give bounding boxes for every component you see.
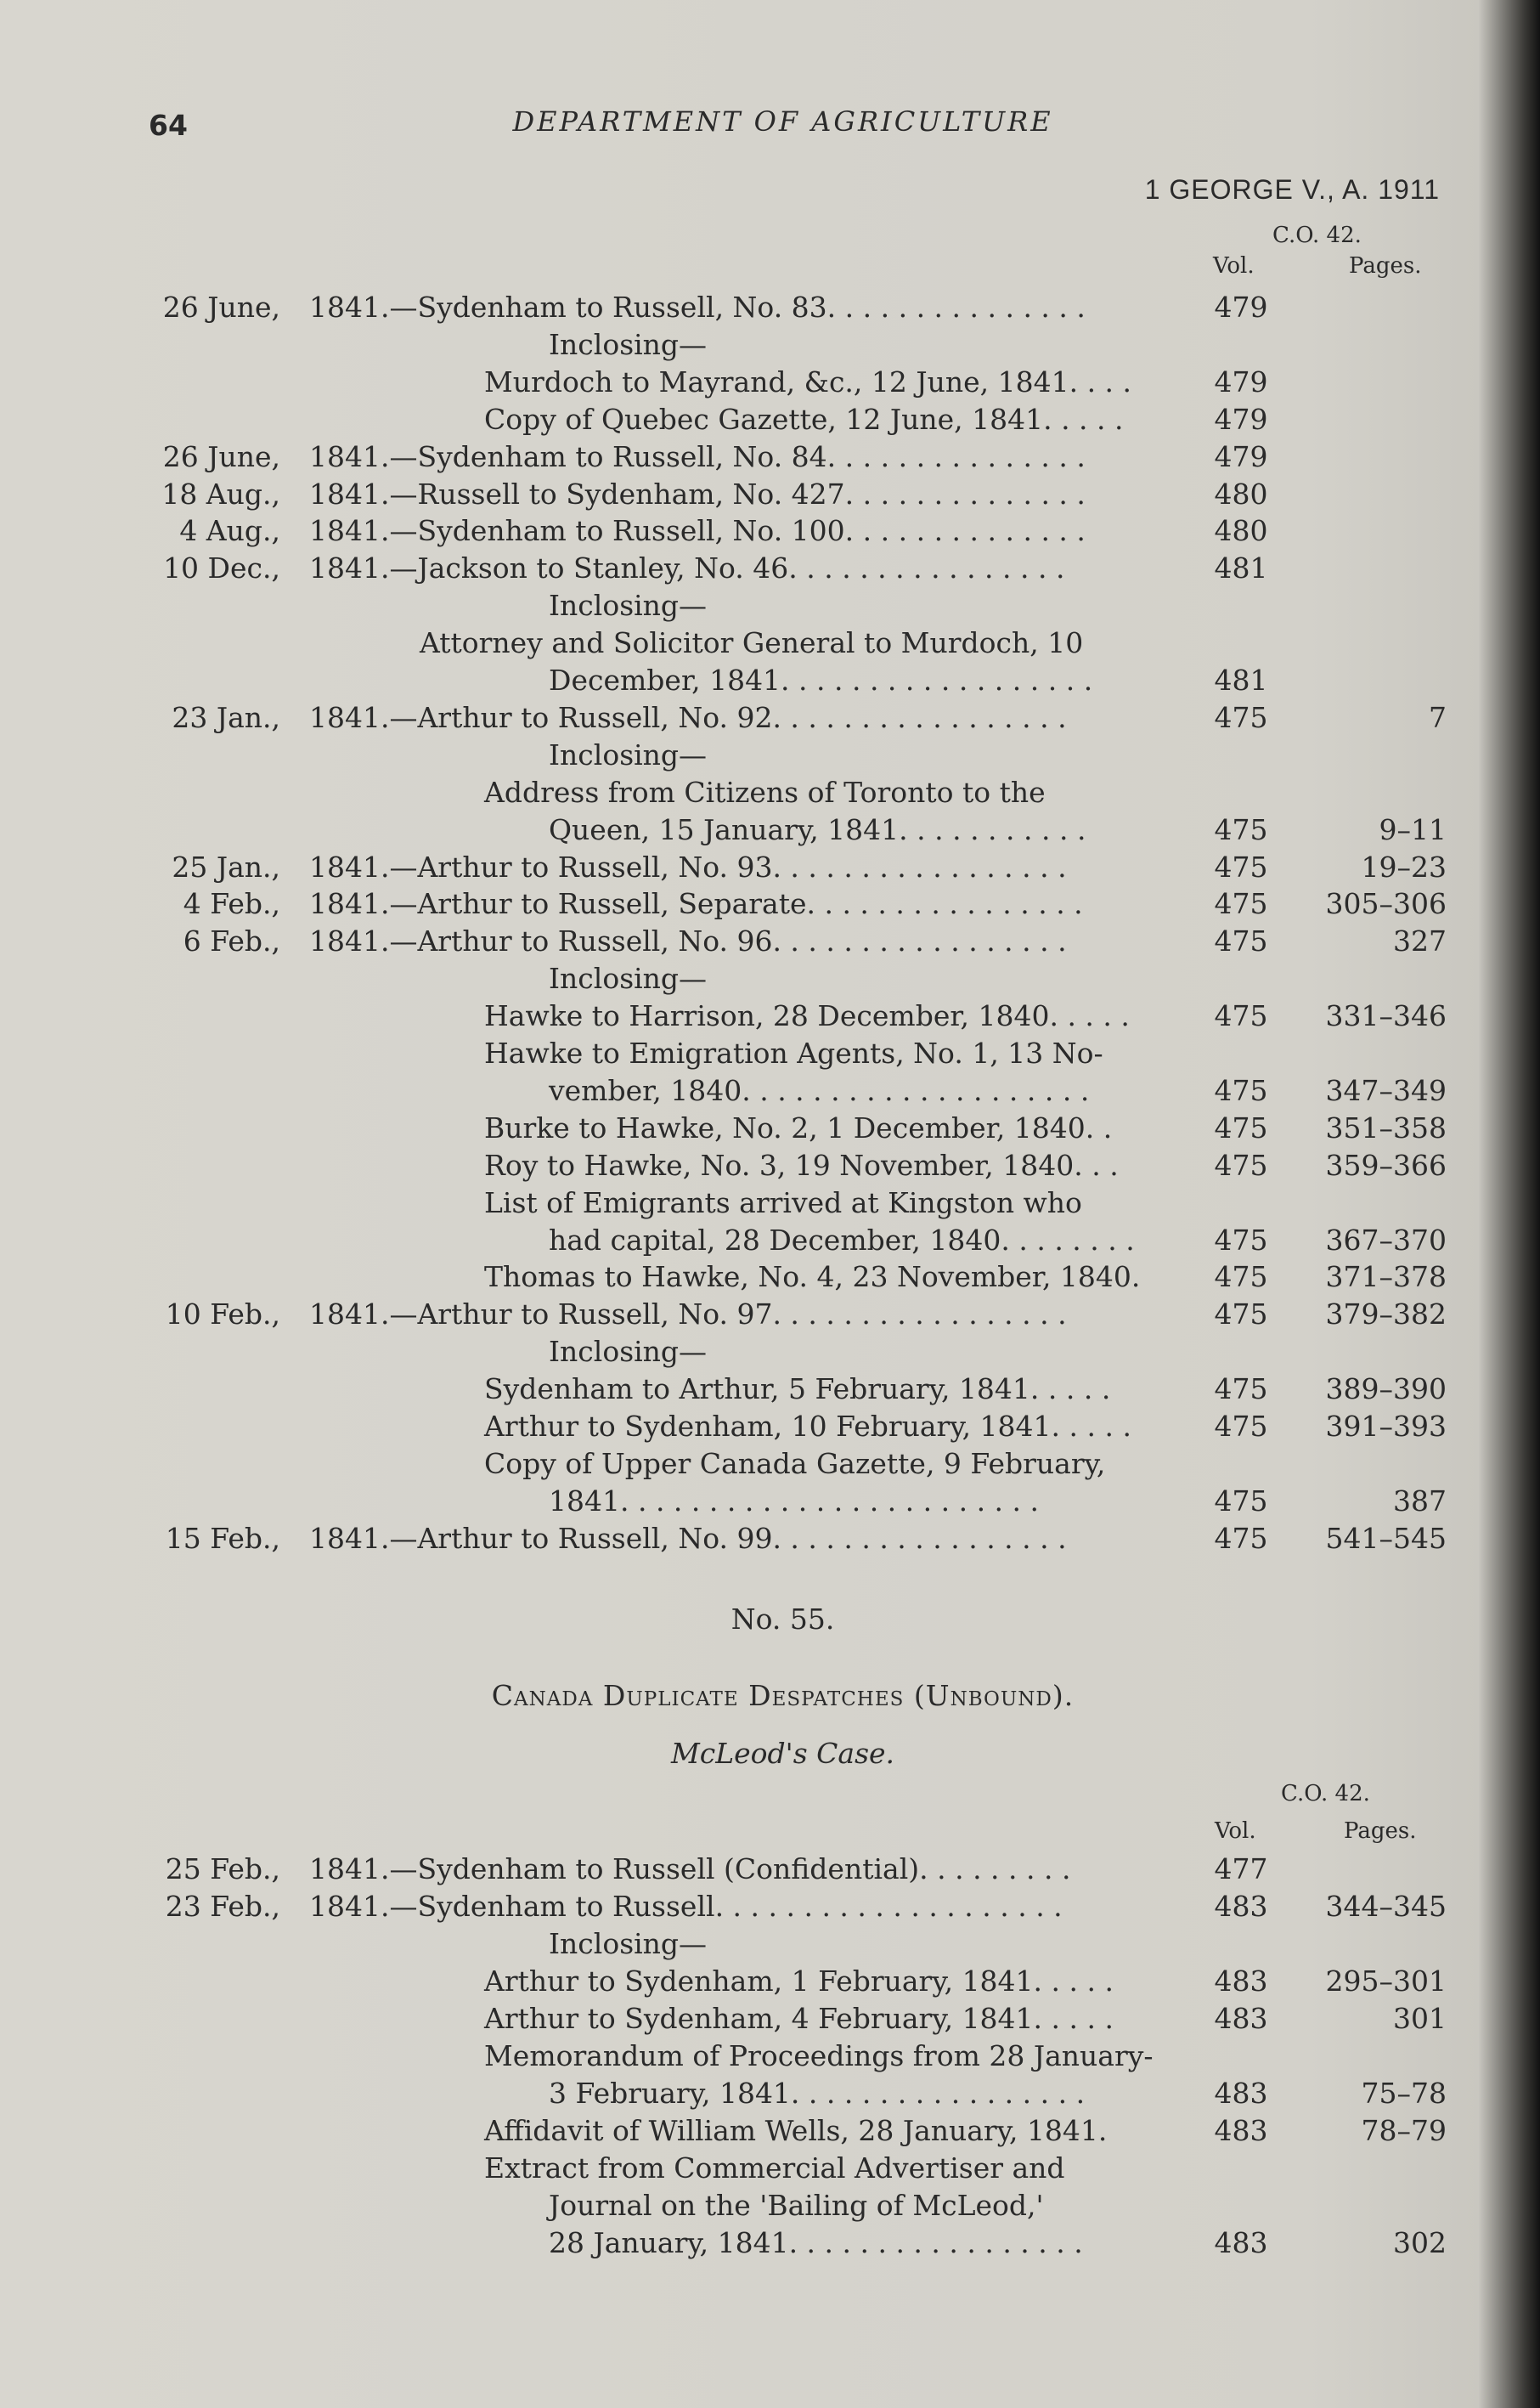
entry-row — [0, 737, 1540, 774]
col-head-pages: Pages. — [1349, 253, 1422, 279]
entry-pages: 379–382 — [1325, 1297, 1447, 1331]
entry-row — [0, 1110, 1540, 1147]
entry-row — [0, 2224, 1540, 2262]
entry-text: Murdoch to Mayrand, &c., 12 June, 1841. . . . — [484, 365, 1132, 399]
entry-text: 1841.—Arthur to Russell, No. 97. . . . . . . . . . . . . . . . . — [309, 1297, 1067, 1331]
entry-text: Copy of Quebec Gazette, 12 June, 1841. . . . . — [484, 402, 1124, 436]
entry-date: 10 Feb., — [165, 1297, 280, 1331]
entry-volume: 475 — [1214, 887, 1268, 921]
running-title: DEPARTMENT OF AGRICULTURE — [512, 105, 1053, 138]
entry-volume: 475 — [1214, 1297, 1268, 1331]
entry-text: Copy of Upper Canada Gazette, 9 February, — [484, 1446, 1106, 1480]
entry-text: Arthur to Sydenham, 4 February, 1841. . . . . — [484, 2002, 1114, 2035]
entry-row — [0, 1333, 1540, 1371]
entry-text: Queen, 15 January, 1841. . . . . . . . . . . — [549, 812, 1086, 846]
entry-pages: 359–366 — [1325, 1148, 1447, 1182]
entry-pages: 7 — [1429, 700, 1447, 734]
entry-volume: 483 — [1214, 1890, 1268, 1923]
entry-pages: 391–393 — [1325, 1410, 1447, 1443]
entry-row — [0, 2038, 1540, 2075]
entry-row — [0, 2187, 1540, 2224]
entry-row — [0, 1445, 1540, 1483]
entry-date: 25 Jan., — [172, 850, 280, 884]
entry-text: Arthur to Sydenham, 1 February, 1841. . . . . — [484, 1964, 1114, 1998]
entry-volume: 483 — [1214, 2002, 1268, 2035]
entry-text: 3 February, 1841. . . . . . . . . . . . . . . . . — [549, 2077, 1086, 2110]
entry-pages: 305–306 — [1325, 887, 1447, 921]
entry-date: 23 Jan., — [172, 700, 280, 734]
entry-date: 26 June, — [162, 439, 280, 473]
entry-pages: 75–78 — [1361, 2077, 1447, 2110]
entry-text: Inclosing— — [549, 962, 708, 996]
entry-date: 4 Aug., — [179, 514, 280, 548]
entry-volume: 483 — [1214, 2226, 1268, 2259]
entry-volume: 483 — [1214, 2114, 1268, 2147]
col-head-pages-2: Pages. — [1344, 1818, 1417, 1844]
entry-row — [0, 960, 1540, 998]
entry-row — [0, 1408, 1540, 1445]
entry-volume: 483 — [1214, 2077, 1268, 2110]
entry-text: Thomas to Hawke, No. 4, 23 November, 1840. — [484, 1260, 1141, 1294]
entry-row — [0, 364, 1540, 401]
entry-text: 1841.—Arthur to Russell, No. 99. . . . . . . . . . . . . . . . . — [309, 1521, 1067, 1555]
entry-pages: 371–378 — [1325, 1260, 1447, 1294]
entry-volume: 475 — [1214, 700, 1268, 734]
entry-row — [0, 1371, 1540, 1408]
entry-volume: 475 — [1214, 999, 1268, 1033]
entry-row — [0, 1925, 1540, 1963]
entry-text: had capital, 28 December, 1840. . . . . . . . — [549, 1223, 1135, 1257]
entry-text: Inclosing— — [549, 327, 708, 361]
entry-text: Inclosing— — [549, 589, 708, 623]
col-head-series: C.O. 42. — [1272, 223, 1362, 248]
entry-row — [0, 326, 1540, 364]
entry-volume: 480 — [1214, 477, 1268, 511]
entry-row — [0, 1963, 1540, 2000]
entry-text: 1841.—Sydenham to Russell. . . . . . . . . . . . . . . . . . . . — [309, 1890, 1063, 1923]
entry-text: Roy to Hawke, No. 3, 19 November, 1840. . . — [484, 1148, 1119, 1182]
entry-pages: 327 — [1393, 924, 1447, 958]
entry-row — [0, 550, 1540, 587]
entry-row — [0, 699, 1540, 737]
entry-row — [0, 289, 1540, 326]
entry-pages: 9–11 — [1379, 812, 1447, 846]
entry-row — [0, 662, 1540, 699]
entry-row — [0, 1888, 1540, 1925]
entry-volume: 479 — [1214, 291, 1268, 324]
section-subtitle: McLeod's Case. — [670, 1737, 895, 1770]
entry-row — [0, 885, 1540, 923]
entry-text: Arthur to Sydenham, 10 February, 1841. . . . . — [484, 1410, 1131, 1443]
entry-volume: 477 — [1214, 1852, 1268, 1885]
entry-date: 18 Aug., — [161, 477, 280, 511]
entry-volume: 475 — [1214, 1260, 1268, 1294]
entry-text: Hawke to Emigration Agents, No. 1, 13 No- — [484, 1037, 1103, 1070]
entry-row — [0, 2075, 1540, 2112]
entry-text: vember, 1840. . . . . . . . . . . . . . . . . . . . — [549, 1073, 1090, 1107]
entry-text: Hawke to Harrison, 28 December, 1840. . . . . — [484, 999, 1130, 1033]
entry-pages: 389–390 — [1325, 1372, 1447, 1406]
entry-volume: 475 — [1214, 1484, 1268, 1518]
entry-volume: 479 — [1214, 439, 1268, 473]
entry-text: 1841. . . . . . . . . . . . . . . . . . . . . . . . — [549, 1484, 1040, 1518]
entry-pages: 367–370 — [1325, 1223, 1447, 1257]
entry-row — [0, 811, 1540, 849]
entry-text: Inclosing— — [549, 1927, 708, 1960]
section-number: No. 55. — [731, 1603, 835, 1636]
entry-text: 1841.—Russell to Sydenham, No. 427. . . . . . . . . . . . . . — [309, 477, 1086, 511]
entry-date: 6 Feb., — [183, 924, 280, 958]
entry-volume: 479 — [1214, 402, 1268, 436]
entry-text: 1841.—Jackson to Stanley, No. 46. . . . . . . . . . . . . . . . — [309, 551, 1065, 585]
entry-row — [0, 1072, 1540, 1110]
entry-volume: 481 — [1214, 551, 1268, 585]
entry-volume: 475 — [1214, 1521, 1268, 1555]
entry-text: 1841.—Arthur to Russell, No. 93. . . . . . . . . . . . . . . . . — [309, 850, 1067, 884]
entry-volume: 475 — [1214, 1410, 1268, 1443]
entry-text: Sydenham to Arthur, 5 February, 1841. . . . . — [484, 1372, 1111, 1406]
entry-text: Affidavit of William Wells, 28 January, 1841. — [484, 2114, 1108, 2147]
entry-row — [0, 1222, 1540, 1259]
entry-date: 4 Feb., — [183, 887, 280, 921]
entry-row — [0, 1035, 1540, 1072]
entry-row — [0, 774, 1540, 811]
entry-text: 1841.—Sydenham to Russell (Confidential). . . . . . . . . — [309, 1852, 1071, 1885]
entry-row — [0, 1147, 1540, 1184]
entry-text: List of Emigrants arrived at Kingston who — [484, 1185, 1082, 1219]
entry-pages: 347–349 — [1325, 1073, 1447, 1107]
entry-row — [0, 1483, 1540, 1520]
entry-row — [0, 401, 1540, 438]
entry-pages: 351–358 — [1325, 1111, 1447, 1145]
entry-text: Memorandum of Proceedings from 28 January- — [484, 2039, 1154, 2072]
entry-volume: 475 — [1214, 1372, 1268, 1406]
entry-volume: 479 — [1214, 365, 1268, 399]
entry-volume: 483 — [1214, 1964, 1268, 1998]
entry-row — [0, 587, 1540, 625]
entry-text: Inclosing— — [549, 738, 708, 772]
entry-text: 1841.—Arthur to Russell, Separate. . . . . . . . . . . . . . . . — [309, 887, 1083, 921]
entry-volume: 475 — [1214, 1073, 1268, 1107]
entry-volume: 480 — [1214, 514, 1268, 548]
entry-text: 1841.—Sydenham to Russell, No. 83. . . . . . . . . . . . . . . — [309, 291, 1086, 324]
entry-pages: 295–301 — [1325, 1964, 1447, 1998]
entry-pages: 387 — [1393, 1484, 1447, 1518]
entry-text: December, 1841. . . . . . . . . . . . . . . . . . — [549, 664, 1093, 697]
entry-text: Burke to Hawke, No. 2, 1 December, 1840. . — [484, 1111, 1113, 1145]
entry-volume: 475 — [1214, 1223, 1268, 1257]
entry-pages: 19–23 — [1361, 850, 1447, 884]
entry-row — [0, 1296, 1540, 1333]
entry-row — [0, 1520, 1540, 1557]
entry-text: 28 January, 1841. . . . . . . . . . . . . . . . . — [549, 2226, 1083, 2259]
col-head-vol: Vol. — [1213, 253, 1255, 279]
entry-volume: 475 — [1214, 1148, 1268, 1182]
entry-date: 15 Feb., — [165, 1521, 280, 1555]
entry-pages: 344–345 — [1325, 1890, 1447, 1923]
entry-volume: 475 — [1214, 924, 1268, 958]
entry-row — [0, 2112, 1540, 2150]
entry-volume: 475 — [1214, 812, 1268, 846]
entry-row — [0, 1851, 1540, 1888]
entry-text: 1841.—Sydenham to Russell, No. 84. . . . . . . . . . . . . . . — [309, 439, 1086, 473]
entry-text: Inclosing— — [549, 1335, 708, 1369]
entry-text: 1841.—Sydenham to Russell, No. 100. . . . . . . . . . . . . . — [309, 514, 1086, 548]
col-head-series-2: C.O. 42. — [1281, 1781, 1370, 1806]
entry-row — [0, 849, 1540, 886]
entry-pages: 541–545 — [1325, 1521, 1447, 1555]
entry-row — [0, 1184, 1540, 1222]
entry-row — [0, 923, 1540, 960]
entry-date: 26 June, — [162, 291, 280, 324]
entry-volume: 475 — [1214, 1111, 1268, 1145]
entry-row — [0, 625, 1540, 662]
entry-text: Extract from Commercial Advertiser and — [484, 2151, 1065, 2185]
entry-row — [0, 2150, 1540, 2187]
entry-pages: 302 — [1393, 2226, 1447, 2259]
entry-text: Attorney and Solicitor General to Murdoch, 10 — [420, 626, 1084, 660]
entry-row — [0, 2000, 1540, 2038]
entry-volume: 481 — [1214, 664, 1268, 697]
entry-pages: 78–79 — [1361, 2114, 1447, 2147]
entry-row — [0, 438, 1540, 476]
entry-text: Journal on the 'Bailing of McLeod,' — [549, 2189, 1044, 2222]
entry-volume: 475 — [1214, 850, 1268, 884]
entry-row — [0, 998, 1540, 1035]
entry-text: 1841.—Arthur to Russell, No. 96. . . . . . . . . . . . . . . . . — [309, 924, 1067, 958]
entry-row — [0, 512, 1540, 550]
session-line: 1 GEORGE V., A. 1911 — [1144, 174, 1440, 205]
entry-pages: 331–346 — [1325, 999, 1447, 1033]
entry-text: Address from Citizens of Toronto to the — [484, 775, 1046, 809]
entry-date: 25 Feb., — [165, 1852, 280, 1885]
entry-date: 10 Dec., — [163, 551, 280, 585]
entry-pages: 301 — [1393, 2002, 1447, 2035]
entry-row — [0, 1258, 1540, 1296]
section-title: Canada Duplicate Despatches (Unbound). — [491, 1679, 1075, 1712]
entry-date: 23 Feb., — [165, 1890, 280, 1923]
page-number: 64 — [149, 109, 188, 142]
entry-row — [0, 476, 1540, 513]
col-head-vol-2: Vol. — [1215, 1818, 1256, 1844]
entry-text: 1841.—Arthur to Russell, No. 92. . . . . . . . . . . . . . . . . — [309, 700, 1067, 734]
